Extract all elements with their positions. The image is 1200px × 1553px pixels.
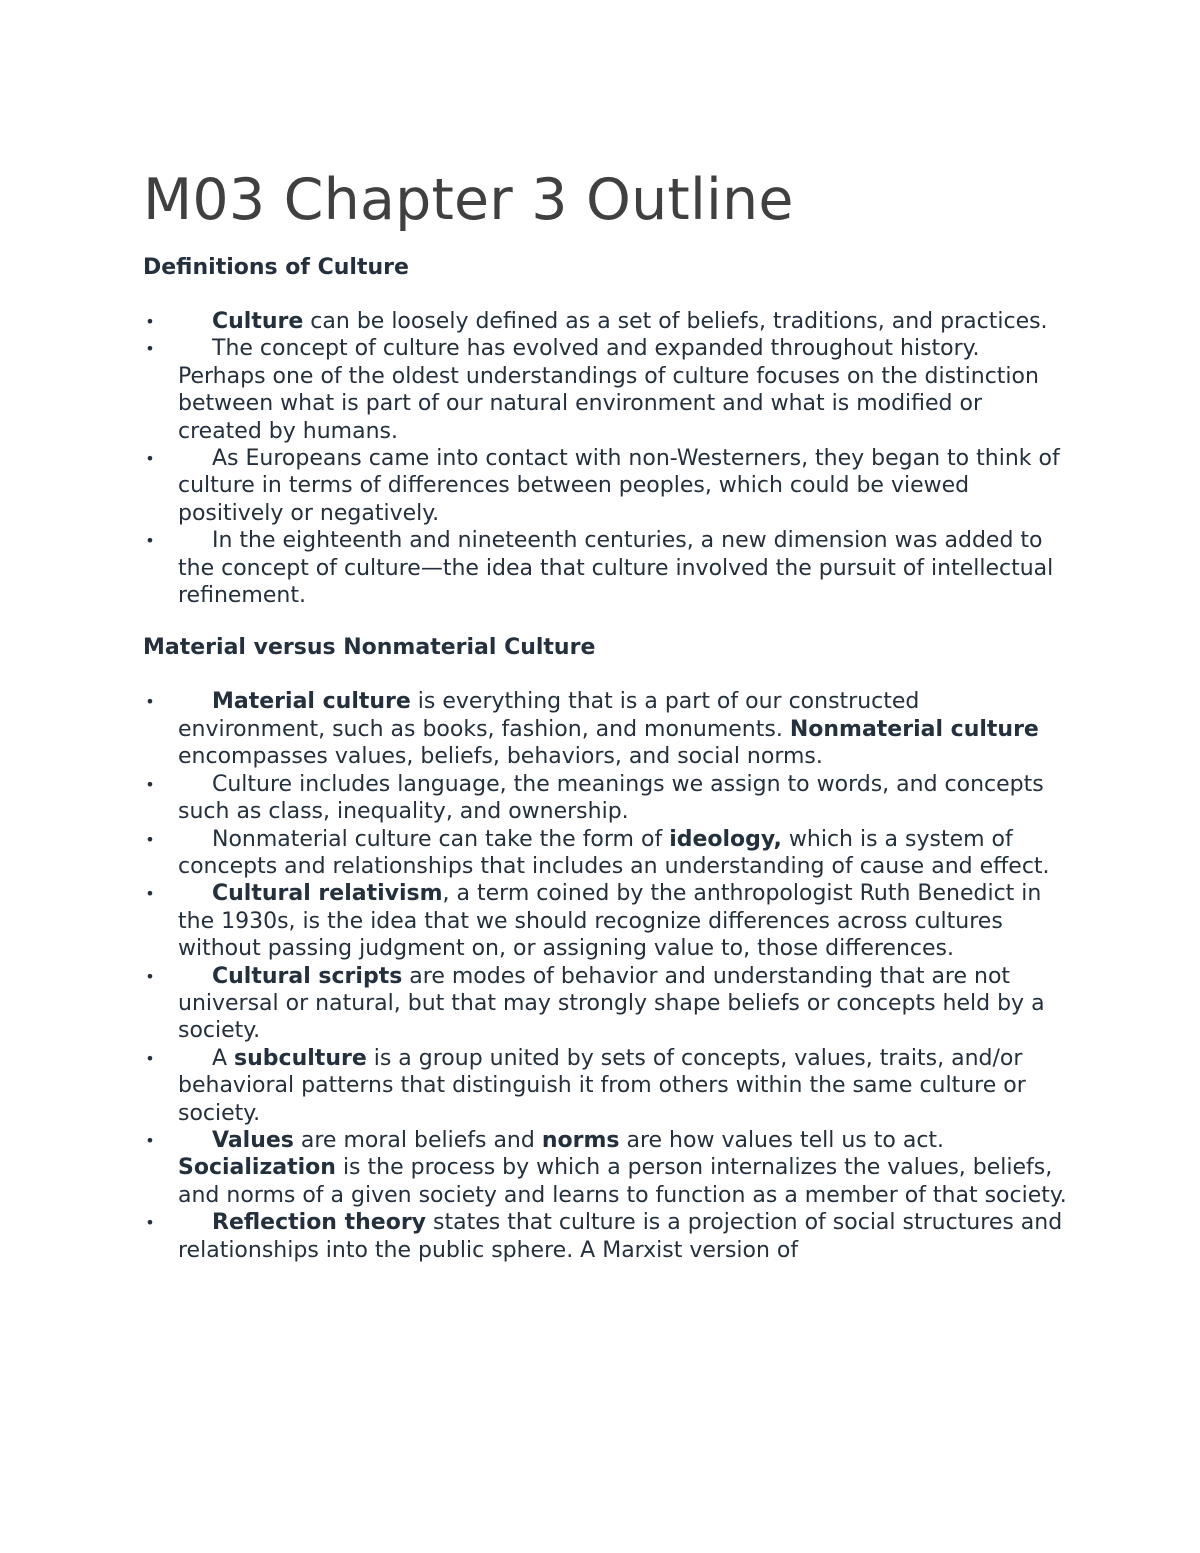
bullet-icon: • [145,1213,155,1233]
document-body [143,160,1068,1264]
bullet-icon: • [145,312,155,331]
section-heading-material: Material versus Nonmaterial Culture [143,635,596,661]
key-term: Reflection theory [212,1210,427,1236]
list-item [143,963,1068,1045]
bullet-icon: • [145,1130,155,1150]
key-term: ideology, [669,826,782,852]
key-term: Culture [212,309,304,334]
item-text: A [212,1045,235,1071]
item-text: is everything that is a part of our constructed environment, such as books, fashion, and monuments. [178,689,920,742]
item-text: As Europeans came into contact with non-Westerners, they began to think of culture in terms of differences between peoples, which could be viewed positively or negatively. [178,446,1060,526]
bullet-icon: • [145,531,155,551]
bullet-icon: • [145,692,155,712]
item-text: is a group united by sets of concepts, values, traits, and/or behavioral patterns that distinguish it from others within the same culture or society. [178,1045,1026,1126]
key-term: Cultural relativism [212,881,443,907]
item-text: Culture includes language, the meanings we assign to words, and concepts such as class, inequality, and ownership. [178,771,1044,825]
list-item [143,1127,1068,1209]
list-item [143,880,1068,962]
item-text: are modes of behavior and understanding that are not universal or natural, but that may strongly shape beliefs or concepts held by a society. [178,963,1045,1044]
item-text: can be loosely defined as a set of beliefs, traditions, and practices. [303,309,1048,334]
list-item [143,445,1068,527]
bullet-icon: • [145,1048,155,1068]
key-term: Nonmaterial culture [789,716,1039,742]
key-term: Socialization [178,1155,336,1181]
list-item [143,688,1068,770]
list-item [143,1209,1068,1264]
bullet-icon: • [145,339,155,359]
item-text: states that culture is a projection of social structures and relationships into the public sphere. A Marxist version of [178,1210,1063,1263]
bullet-icon: • [145,449,155,469]
item-text: The concept of culture has evolved and expanded throughout history. Perhaps one of the oldest understandings of culture focuses on the distinction between what is part of our natural environment and what is modified or created by humans. [178,336,1039,444]
bullet-icon: • [145,966,155,986]
key-term: subculture [234,1045,367,1071]
key-term: norms [541,1127,620,1153]
item-text: are how values tell us to act. [619,1127,945,1153]
list-item [143,771,1068,826]
bullet-icon: • [145,829,155,849]
item-text: encompasses values, beliefs, behaviors, and social norms. [178,744,823,770]
key-term: Cultural scripts [212,963,403,989]
bullet-list-definitions [143,308,1068,609]
item-text: are moral beliefs and [293,1127,542,1153]
list-item [143,308,1068,335]
item-text: Nonmaterial culture can take the form of [212,826,670,852]
bullet-list-material [143,688,1068,1264]
item-text: is the process by which a person internalizes the values, beliefs, and norms of a given society and learns to function as a member of that society. [178,1155,1067,1208]
item-text: In the eighteenth and nineteenth centuries, a new dimension was added to the concept of culture—the idea that culture involved the pursuit of intellectual refinement. [178,528,1054,609]
document-title: M03 Chapter 3 Outline [143,167,794,233]
item-text: , a term coined by the anthropologist Ruth Benedict in the 1930s, is the idea that we should recognize differences across cultures without passing judgment on, or assigning value to, those differences. [178,881,1042,962]
list-item [143,1045,1068,1127]
bullet-icon: • [145,884,155,904]
bullet-icon: • [145,774,155,794]
list-item [143,335,1068,445]
list-item [143,826,1068,881]
list-item [143,527,1068,609]
item-text: which is a system of concepts and relationships that includes an understanding of cause and effect. [178,826,1050,879]
section-heading-definitions: Definitions of Culture [143,255,409,280]
key-term: Material culture [212,689,411,715]
key-term: Values [212,1127,294,1153]
